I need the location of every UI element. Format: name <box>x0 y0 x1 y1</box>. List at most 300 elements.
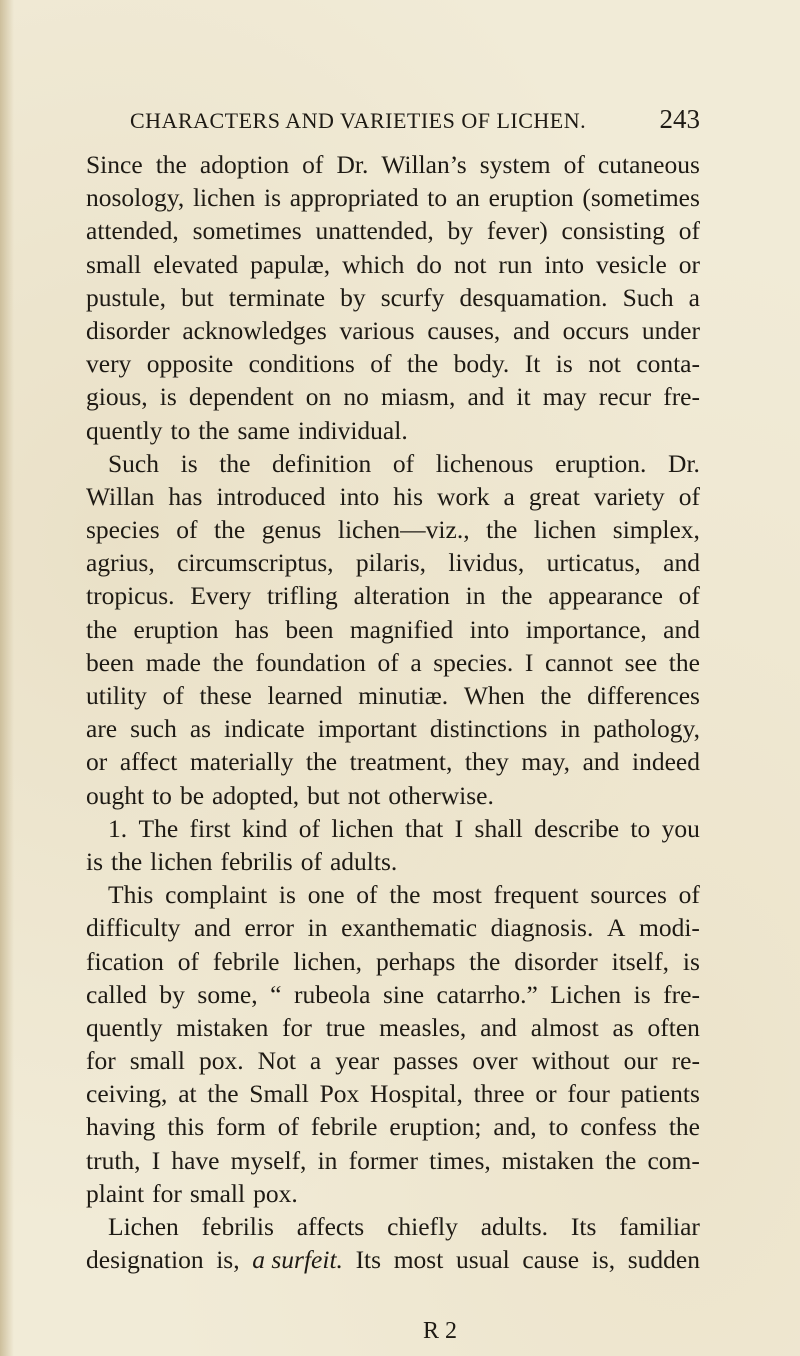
word: vesicle <box>595 249 667 279</box>
word: no <box>343 382 369 412</box>
word: in <box>560 714 581 744</box>
running-title: CHARACTERS AND VARIETIES OF LICHEN. <box>130 108 587 133</box>
text-line <box>86 248 700 281</box>
word: such <box>130 714 177 744</box>
word: at <box>178 1079 197 1109</box>
signature-mark: R 2 <box>423 1318 458 1344</box>
word: on <box>305 382 332 412</box>
word: agrius, <box>86 548 155 578</box>
word: small <box>129 1046 185 1076</box>
word: is <box>278 880 296 910</box>
word: unattended, <box>315 216 434 246</box>
word: Dr. <box>668 448 700 478</box>
text-line <box>86 1110 700 1143</box>
text-line <box>86 513 700 546</box>
text-line <box>86 745 700 778</box>
text-line <box>86 214 700 247</box>
binding-shadow <box>0 0 14 1356</box>
word: (sometimes <box>582 183 700 213</box>
word: itself, <box>611 946 670 976</box>
word: attended, <box>86 216 179 246</box>
word: foundation <box>255 647 366 677</box>
text-line <box>86 812 700 845</box>
word: the <box>111 846 143 876</box>
word: has <box>234 614 269 644</box>
word: is, <box>216 1245 240 1275</box>
text-line <box>86 281 700 314</box>
word: times, <box>429 1145 491 1175</box>
word: having <box>86 1112 156 1142</box>
word: febrile <box>212 946 280 976</box>
text-line <box>86 646 700 679</box>
word: desquamation. <box>459 282 608 312</box>
word: cause <box>522 1245 580 1275</box>
text-line <box>86 447 700 480</box>
word: for <box>282 1012 312 1042</box>
word: Not <box>257 1046 296 1076</box>
word: of <box>392 448 415 478</box>
text-line <box>86 1210 700 1243</box>
word: various <box>339 315 415 345</box>
word: affects <box>296 1212 365 1241</box>
word: pathology, <box>593 714 700 744</box>
word: It <box>524 349 541 379</box>
word: consisting <box>561 216 665 246</box>
word: work <box>437 481 490 511</box>
word: great <box>528 481 580 511</box>
word: year <box>335 1046 380 1076</box>
word: nosology, <box>86 183 185 213</box>
word: in <box>317 1145 338 1175</box>
word: same <box>237 415 290 445</box>
word: Lichen <box>550 979 622 1009</box>
word: and <box>480 1012 517 1042</box>
word: Dr. <box>336 150 369 179</box>
word: re- <box>671 1046 700 1076</box>
word: genus <box>261 515 322 545</box>
text-line <box>86 1243 700 1276</box>
word: usual <box>455 1245 510 1275</box>
word: recur <box>598 382 652 412</box>
word: of <box>300 846 322 876</box>
word: rubeola <box>293 979 371 1009</box>
word: pilaris, <box>355 548 427 578</box>
word: over <box>472 1046 518 1076</box>
word: eruption <box>133 614 219 644</box>
word: “ <box>270 979 282 1009</box>
word: some, <box>197 979 258 1009</box>
word: cutaneous <box>597 150 700 179</box>
word: patients <box>620 1079 700 1109</box>
word: tropicus. <box>86 581 175 611</box>
word: The <box>138 813 179 843</box>
word: adults. <box>480 1212 549 1241</box>
word: the <box>668 647 700 677</box>
word: most <box>393 1245 444 1275</box>
word: is <box>633 979 651 1009</box>
word: fre- <box>663 979 700 1009</box>
word: disorder <box>514 946 598 976</box>
word: eruption. <box>555 448 647 478</box>
word: lichen—viz., <box>337 515 470 545</box>
word: an <box>455 183 480 213</box>
word: Its <box>570 1212 597 1241</box>
text-line <box>86 878 700 911</box>
text-line <box>86 546 700 579</box>
word: is <box>263 183 281 213</box>
word: Every <box>190 581 252 611</box>
word: occurs <box>562 315 630 345</box>
word: made <box>145 647 201 677</box>
word: truth, <box>86 1145 141 1175</box>
word: lichen <box>150 846 213 876</box>
word: Willan <box>86 481 155 511</box>
word: This <box>108 880 154 910</box>
word: the <box>305 747 338 777</box>
word: lichen <box>192 183 256 213</box>
word: the <box>469 946 501 976</box>
word: modi- <box>639 913 700 943</box>
word: in <box>465 581 486 611</box>
word: introduced <box>216 481 326 511</box>
word: error <box>244 913 295 943</box>
word: causes, <box>427 315 501 345</box>
word: is <box>555 349 573 379</box>
word: by <box>447 216 474 246</box>
word: utility <box>86 681 147 710</box>
word: often <box>647 1012 700 1042</box>
text-line <box>86 414 700 447</box>
word: variety <box>593 481 665 511</box>
page-number: 243 <box>659 104 700 134</box>
word: these <box>199 681 252 710</box>
word: urticatus, <box>546 548 641 578</box>
text-line <box>86 911 700 944</box>
word: system <box>479 150 551 179</box>
word: into <box>339 481 380 511</box>
word: by <box>340 282 366 312</box>
word: fication <box>86 946 164 976</box>
word: and <box>467 382 505 412</box>
word: febrilis <box>220 846 293 876</box>
word: acknowledges <box>182 315 327 345</box>
word: pox. <box>253 1178 298 1208</box>
text-line <box>86 181 700 214</box>
word: fever) <box>486 216 548 246</box>
word: not <box>453 249 487 279</box>
word: 1. <box>108 813 128 843</box>
word: of <box>377 647 399 677</box>
word: conta- <box>636 349 700 379</box>
word: see <box>624 647 658 677</box>
word: may <box>542 382 587 412</box>
word: minutiæ. <box>358 681 449 710</box>
word: gious, <box>86 382 148 412</box>
word: adopted, <box>212 780 300 810</box>
word: of <box>162 681 184 710</box>
text-line <box>86 1177 700 1210</box>
word: eruption <box>488 183 574 213</box>
word: species <box>86 515 160 545</box>
word: of <box>277 1112 299 1142</box>
word: complaint <box>165 880 268 910</box>
word: Hospital, <box>370 1079 463 1109</box>
word: quently <box>86 1012 163 1042</box>
word: very <box>86 349 132 379</box>
word: one <box>307 880 345 910</box>
word: Its <box>355 1245 382 1275</box>
word: diagnosis. <box>490 913 594 943</box>
word: shall <box>474 813 523 843</box>
word: trifling <box>266 581 338 611</box>
word: the <box>486 515 518 545</box>
word: have <box>171 1145 220 1175</box>
word: it <box>516 382 531 412</box>
word: Small <box>249 1079 309 1109</box>
word: sudden <box>627 1245 700 1275</box>
word: sometimes <box>192 216 302 246</box>
word: confess <box>580 1112 657 1142</box>
word: cannot <box>544 647 613 677</box>
word: terminate <box>228 282 326 312</box>
word: the <box>501 581 533 611</box>
word: designation <box>86 1245 204 1275</box>
word: a <box>309 1046 322 1076</box>
word: for <box>86 1046 116 1076</box>
word: pox. <box>199 1046 244 1076</box>
word: you <box>661 813 700 843</box>
word: into <box>544 249 585 279</box>
text-line <box>86 679 700 712</box>
word: is <box>86 846 104 876</box>
word: conditions <box>248 349 355 379</box>
word: exanthematic <box>341 913 478 943</box>
word: appearance <box>548 581 663 611</box>
word: Since <box>86 150 143 179</box>
word: treatment, <box>349 747 453 777</box>
word: differences <box>587 681 700 710</box>
word: alteration <box>353 581 450 611</box>
word: for <box>152 1178 182 1208</box>
text-line <box>86 1044 700 1077</box>
word: small <box>86 249 142 279</box>
word: the <box>212 647 244 677</box>
word: pustule, <box>86 282 167 312</box>
word: which <box>342 249 405 279</box>
word: but <box>181 282 214 312</box>
word: distinctions <box>429 714 548 744</box>
page-header <box>130 100 700 140</box>
text-line <box>86 579 700 612</box>
word: I <box>524 647 534 677</box>
word: disorder <box>86 315 170 345</box>
word: by <box>159 979 185 1009</box>
word: the <box>605 1145 637 1175</box>
word: of <box>370 349 392 379</box>
word: the <box>207 1079 239 1109</box>
word: of <box>563 150 585 179</box>
word: former <box>348 1145 418 1175</box>
text-line <box>86 945 700 978</box>
word: magnified <box>349 614 454 644</box>
word: materially <box>189 747 294 777</box>
word: of <box>678 216 700 246</box>
word: or <box>678 249 700 279</box>
word: has <box>168 481 203 511</box>
word: our <box>623 1046 658 1076</box>
word: but <box>307 780 340 810</box>
word: mistaken <box>501 1145 594 1175</box>
word: indeed <box>632 747 700 777</box>
word: importance, <box>525 614 647 644</box>
word: sources <box>590 880 667 910</box>
body-text <box>86 148 700 1276</box>
word: in <box>307 913 328 943</box>
word: lichenous <box>435 448 534 478</box>
word: otherwise. <box>388 780 494 810</box>
word: of <box>176 515 198 545</box>
word: eruption; <box>389 1112 482 1142</box>
word: quently <box>86 415 163 445</box>
word: lichen <box>533 515 597 545</box>
word: papulæ, <box>250 249 331 279</box>
word: I <box>454 813 464 843</box>
word: the <box>155 150 187 179</box>
word: of <box>678 581 700 611</box>
word: adoption <box>199 150 290 179</box>
text-line <box>86 480 700 513</box>
word: body. <box>453 349 510 379</box>
word: I <box>151 1145 161 1175</box>
word: mistaken <box>176 1012 269 1042</box>
word: may, <box>521 747 571 777</box>
word: true <box>325 1012 366 1042</box>
word: frequent <box>493 880 579 910</box>
word: been <box>285 614 334 644</box>
word: is <box>180 448 198 478</box>
word: to <box>152 780 172 810</box>
word: plaint <box>86 1178 145 1208</box>
word: of <box>678 880 700 910</box>
text-line <box>86 613 700 646</box>
word: they <box>464 747 509 777</box>
word: been <box>86 647 135 677</box>
word: indicate <box>224 714 305 744</box>
word: familiar <box>619 1212 700 1241</box>
word: to <box>170 415 191 445</box>
word: species. <box>433 647 514 677</box>
word: is <box>159 382 177 412</box>
word: and <box>663 548 700 578</box>
word: difficulty <box>86 913 181 943</box>
word: run <box>498 249 533 279</box>
word: com- <box>647 1145 700 1175</box>
word: scurfy <box>380 282 445 312</box>
word: affect <box>119 747 178 777</box>
word: not <box>347 780 381 810</box>
word: of <box>678 481 700 511</box>
word: passes <box>393 1046 459 1076</box>
text-line <box>86 148 700 181</box>
word: his <box>393 481 423 511</box>
word: and, <box>493 1112 537 1142</box>
word: and <box>513 315 550 345</box>
word: definition <box>272 448 372 478</box>
word: a <box>688 282 700 312</box>
word: febrile <box>310 1112 378 1142</box>
text-line <box>86 380 700 413</box>
word: is, <box>591 1245 616 1275</box>
word: Such <box>622 282 674 312</box>
word: or <box>86 747 108 777</box>
word: learned <box>267 681 343 710</box>
word: the <box>219 448 251 478</box>
word: or <box>535 1079 557 1109</box>
word: the <box>406 349 439 379</box>
word: the <box>668 1112 700 1142</box>
word: not <box>588 349 621 379</box>
text-line <box>86 314 700 347</box>
word: ceiving, <box>86 1079 168 1109</box>
word: of <box>302 150 324 179</box>
word: of <box>356 880 378 910</box>
text-line <box>86 978 700 1011</box>
word: chiefly <box>387 1212 458 1241</box>
word: this <box>167 1112 205 1142</box>
word: to <box>427 183 448 213</box>
word: the <box>389 880 421 910</box>
text-line <box>86 1011 700 1044</box>
text-line <box>86 779 700 812</box>
word: describe <box>534 813 620 843</box>
word: appropriated <box>289 183 419 213</box>
word: a <box>410 647 422 677</box>
text-line <box>86 845 700 878</box>
word: measles, <box>379 1012 467 1042</box>
word: febrilis <box>201 1212 274 1241</box>
word: circumscriptus, <box>177 548 334 578</box>
word: catarrho.” <box>436 979 538 1009</box>
word: a <box>503 481 515 511</box>
word: the <box>540 681 572 710</box>
word: Pox <box>319 1079 360 1109</box>
text-line <box>86 347 700 380</box>
word: lividus, <box>448 548 525 578</box>
text-line <box>86 1077 700 1110</box>
word: as <box>189 714 212 744</box>
word: first <box>189 813 231 843</box>
word: the <box>198 415 230 445</box>
word: lichen, <box>293 946 363 976</box>
word: called <box>86 979 147 1009</box>
word: lichen <box>331 813 394 843</box>
word: be <box>179 780 205 810</box>
word: is <box>682 946 700 976</box>
word: of <box>177 946 200 976</box>
word: elevated <box>153 249 239 279</box>
word: ought <box>86 780 145 810</box>
word: into <box>469 614 510 644</box>
word: sine <box>382 979 425 1009</box>
word: fre- <box>663 382 700 412</box>
word: are <box>86 714 118 744</box>
word: Lichen <box>108 1212 179 1241</box>
word: do <box>416 249 442 279</box>
word: the <box>86 614 118 644</box>
word: Such <box>108 448 159 478</box>
word: under <box>641 315 700 345</box>
word: opposite <box>146 349 234 379</box>
